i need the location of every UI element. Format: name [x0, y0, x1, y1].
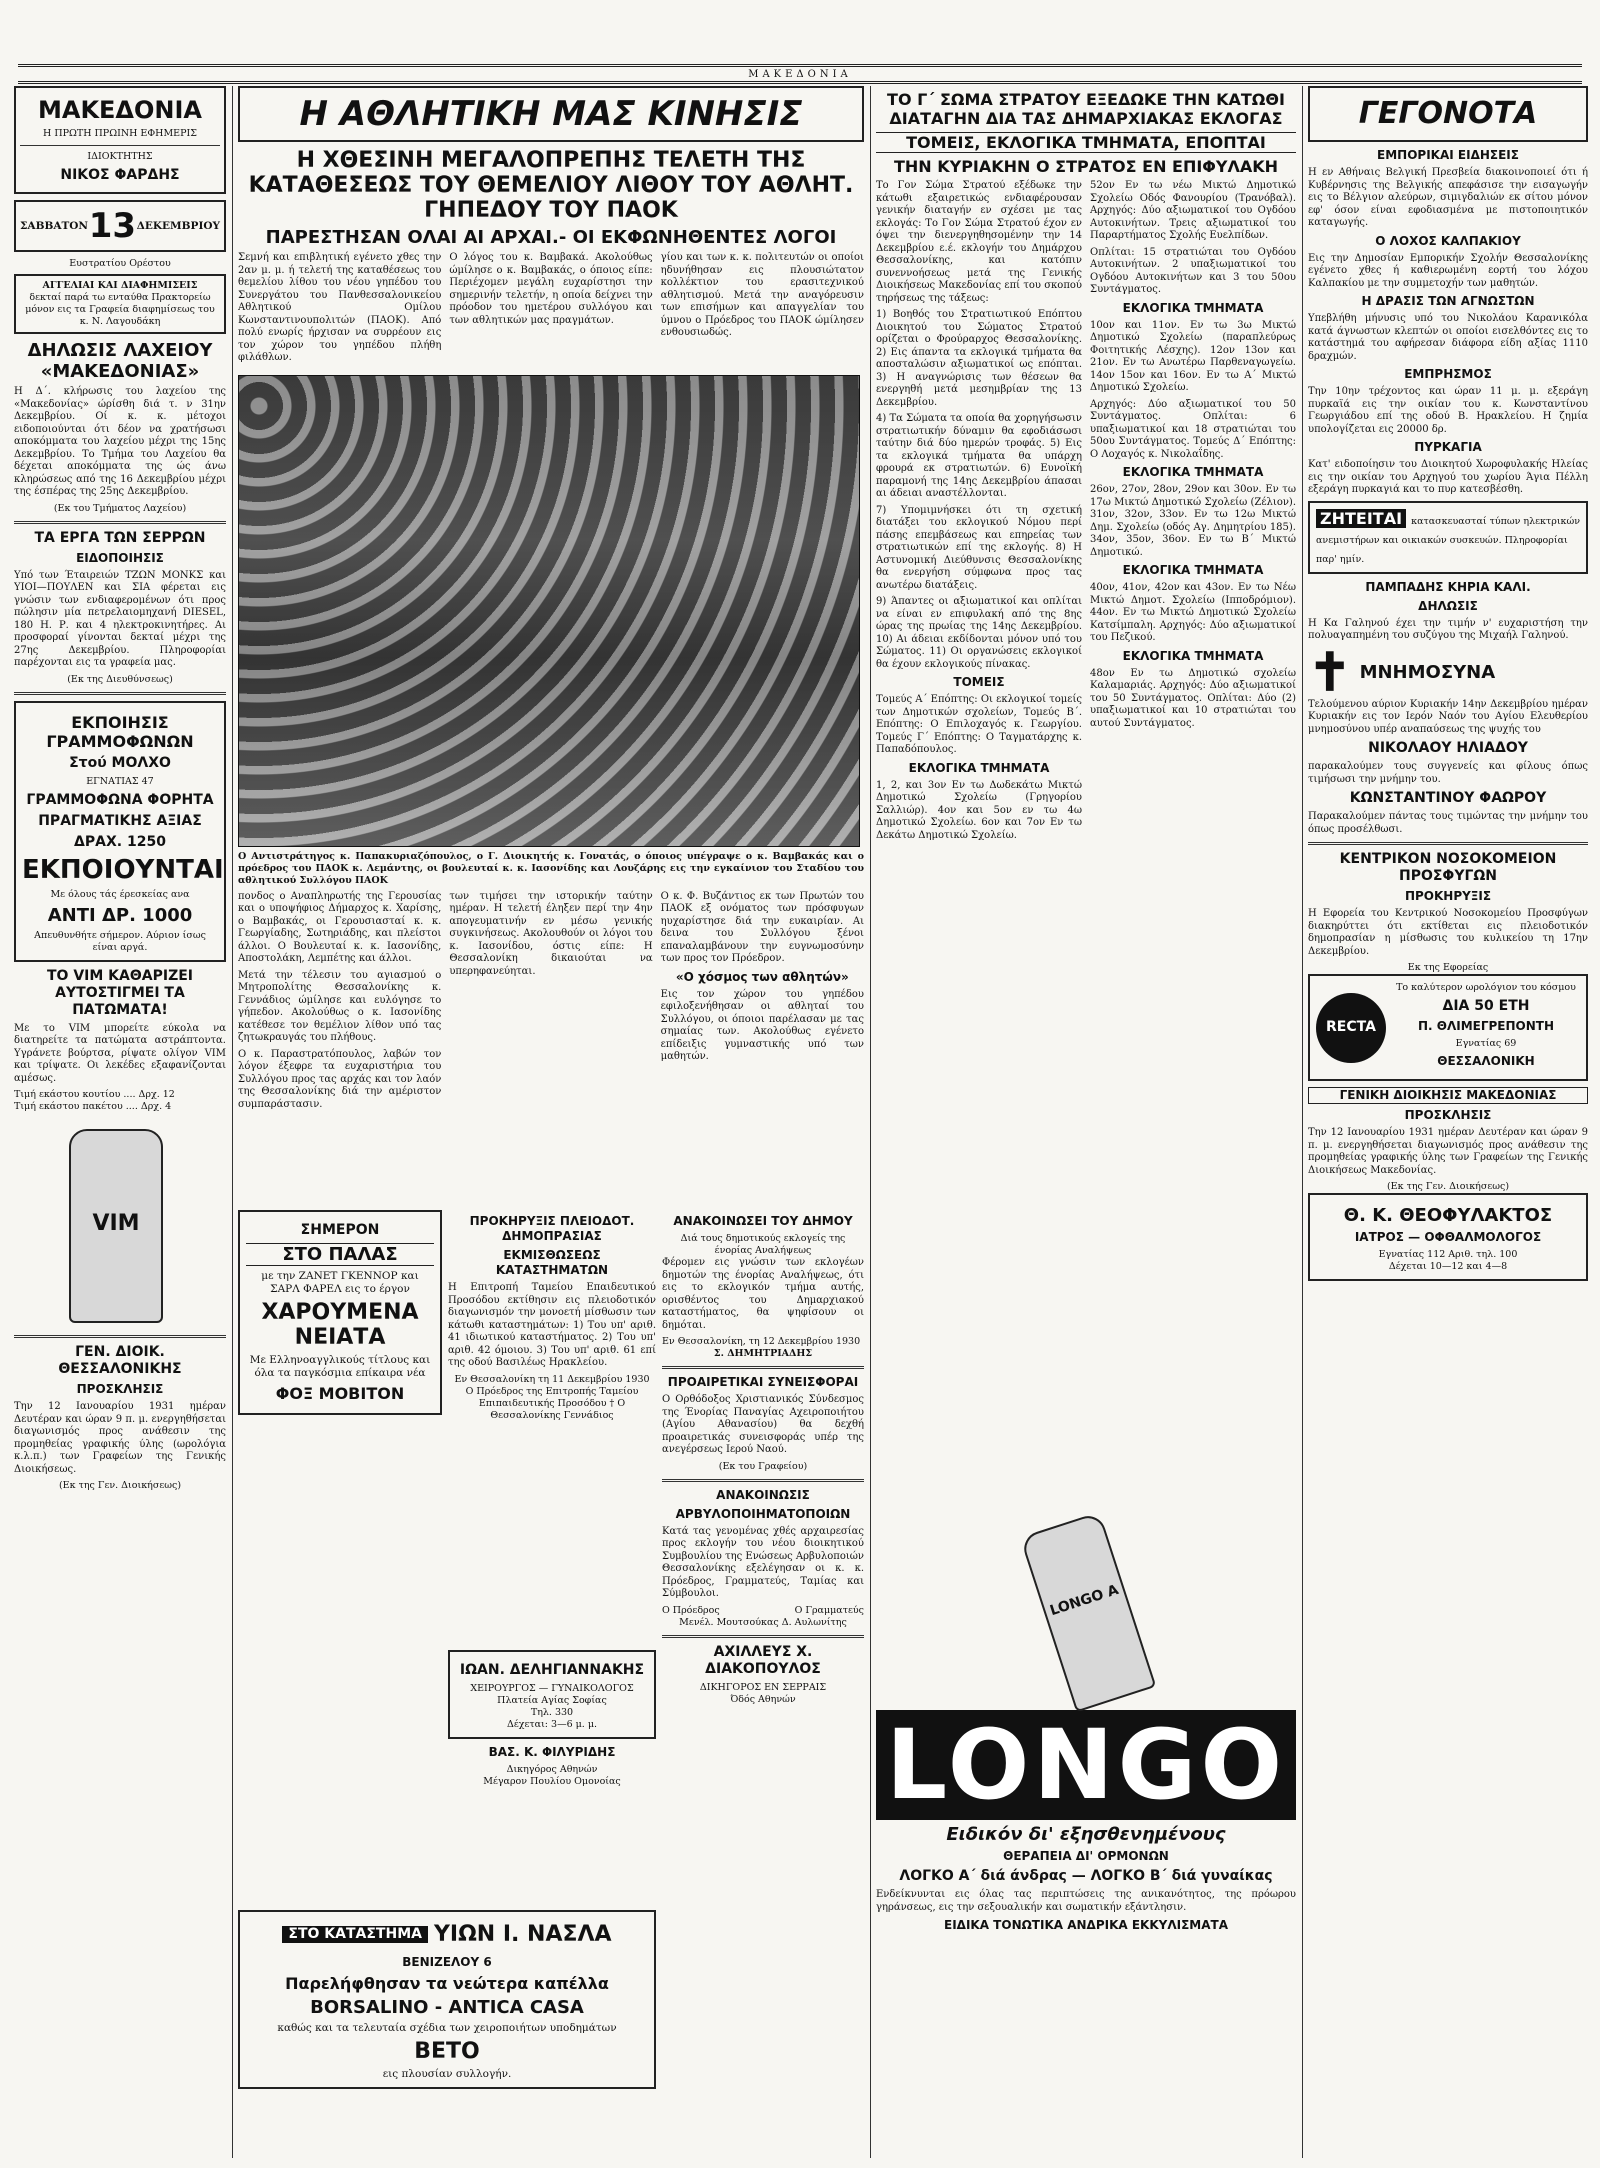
date-number: 13 — [88, 206, 137, 246]
lawyer-name: ΑΧΙΛΛΕΥΣ Χ. ΔΙΑΚΟΠΟΥΛΟΣ — [705, 1643, 821, 1677]
lead-story — [238, 86, 864, 1266]
left-column — [14, 86, 226, 2156]
gen-text: Την 12 Ιανουαρίου 1931 ημέραν Δευτέραν και ώραν 9 π. μ. ενεργηθήσεται διαγωνισμός προς ανάθεσιν της προμηθείας γραφικής ύλης (ωρολόγια κ.λ.π.) των Γραφείων της Γενικής Διοικήσεως. — [14, 1401, 226, 1475]
lead-top-text — [238, 252, 864, 369]
nasla-ad — [238, 1910, 656, 2089]
gen-right-source: (Εκ της Γεν. Διοικήσεως) — [1386, 1181, 1510, 1192]
anak2-sub: ΑΡΒΥΛΟΠΟΙΗΜΑΤΟΠΟΙΩΝ — [675, 1506, 851, 1521]
elections-col-b — [1090, 180, 1296, 846]
elections-paragraph: 40ον, 41ον, 42ον και 43ον. Εν τω Νέω Μικτώ Δημοτ. Σχολείω (Ιπποδρόμιον). 44ον. Εν τω Μικτώ Δημοτικώ Σχολείω Κατσίμπαλη. Αρχηγός: Δύο αξιωματικοί του Πεζικού. — [1090, 582, 1296, 643]
elections-subhead2: ΤΗΝ ΚΥΡΙΑΚΗΝ Ο ΣΤΡΑΤΟΣ ΕΝ ΕΠΙΦΥΛΑΚΗ — [893, 157, 1279, 176]
date-month: ΔΕΚΕΜΒΡΙΟΥ — [136, 219, 220, 232]
lawyer-title: ΔΙΚΗΓΟΡΟΣ ΕΝ ΣΕΡΡΑΙΣ — [699, 1681, 827, 1693]
longo-shop: ΕΙΔΙΚΑ ΤΟΝΩΤΙΚΑ ΑΝΔΡΙΚΑ ΕΚΚΥΛΙΣΜΑΤΑ — [944, 1918, 1228, 1932]
ceremony-photo — [238, 375, 860, 847]
elections-headline: ΤΟ Γ΄ ΣΩΜΑ ΣΤΡΑΤΟΥ ΕΞΕΔΩΚΕ ΤΗΝ ΚΑΤΩΘΙ ΔΙΑΤΑΓΗΝ ΔΙΑ ΤΑΣ ΔΗΜΑΡΧΙΑΚΑΣ ΕΚΛΟΓΑΣ — [887, 90, 1285, 128]
gegonota-box — [1308, 86, 1588, 142]
nosok-source: Εκ της Εφορείας — [1407, 962, 1489, 973]
cross-icon: ✝ — [1308, 641, 1352, 703]
zit-word: ΖΗΤΕΙΤΑΙ — [1316, 509, 1406, 528]
gramophone-price2: ΑΝΤΙ ΔΡ. 1000 — [47, 904, 193, 926]
pros-source: (Εκ του Γραφείου) — [718, 1460, 808, 1472]
director-name: ΝΙΚΟΣ ΦΑΡΔΗΣ — [60, 167, 180, 183]
longo-therapy: ΘΕΡΑΠΕΙΑ ΔΙ' ΟΡΜΟΝΩΝ — [1003, 1849, 1169, 1863]
lead-paragraph: Ο λόγος του κ. Βαμβακά. Ακολούθως ώμίλησε ο κ. Βαμβακάς, ο όποιος είπε: Περιέχομεν μεγάλη ευχαρίστησι την σημερινήν τελετήν, η οποία δείχνει την πρόοδον του ημετέρου συλλόγου και των αθλητικών μας πραγμάτων. — [449, 252, 653, 326]
lead-paragraph: Εις τον χώρον του γηπέδου εφιλοξενήθησαν οι αθληταί του Συλλόγου, οι όποιοι παρέλασαν με τας σημαίας των. Ακολούθως εγένετο επίδειξις γυμναστικής υπό των μαθητών. — [660, 988, 864, 1062]
gen-source: (Εκ της Γεν. Διοικήσεως) — [58, 1480, 182, 1491]
announcements-column — [662, 1210, 864, 2150]
auction-text: Η Επιτροπή Ταμείου Επαιδευτικού Προσόδου εκτίθησιν εις πλειοδοτικόν διαγωνισμόν την μονοετή μίσθωσιν των κάτωθι καταστημάτων: 1) Του υπ' αριθ. 41 ιδιωτικού καταστήματος. 2) Του υπ' αριθ. 42 όμοιου. 3) Του υπ' αριθ. 61 επί της οδού Βασιλέως Ηρακλείου. — [448, 1282, 656, 1368]
cinema-name: ΣΤΟ ΠΑΛΑΣ — [246, 1243, 434, 1266]
lead-paragraph: Ο κ. Παραστρατόπουλος, λαβών τον λόγον έξεφρε τα ευχαριστήρια του Συλλόγου προς τας αρχάς και τον λαόν της Θεσσαλονίκης διά την αμέριστον συμπαράστασιν. — [238, 1048, 442, 1110]
elections-paragraph: 26ον, 27ον, 28ον, 29ον και 30ον. Εν τω 17ω Μικτώ Δημοτικώ Σχολείω (Ζέλιον). 31ον, 32ον, 33ον. Εν τω 12ω Μικτώ Δημ. Σχολείω (οδός Αγ. Δημητρίου 185). 34ον, 35ον, 36ον. Εν τω Β΄ Μικτώ Δημοτικώ. — [1090, 484, 1296, 558]
doctor-title: ΧΕΙΡΟΥΡΓΟΣ — ΓΥΝΑΙΚΟΛΟΓΟΣ — [470, 1683, 634, 1694]
elections-paragraph: 7) Υπομιμνήσκει ότι τη σχετική διατάξει του εκλογικού Νόμου περί πάσης επεμβάσεως και επηρείας των στρατιωτικών επί της εκλογής. 8) Η Αστυνομική Διεύθυνσις Θεσσαλονίκης θα ενεργήση σύμφωνα προς τας ανωτέρω διατάξεις. — [876, 504, 1082, 591]
cinema-film: ΧΑΡΟΥΜΕΝΑ ΝΕΙΑΤΑ — [261, 1300, 419, 1350]
nosok-text: Η Εφορεία του Κεντρικού Νοσοκομείου Προσφύγων διακηρύττει ότι εκτίθεται εις πλειοδοτικόν δημοπρασίαν η μίσθωσις του κυλικείου τη 17ην Δεκεμβρίου. — [1308, 908, 1588, 957]
ad-notice-head: ΑΓΓΕΛΙΑΙ ΚΑΙ ΔΙΑΦΗΜΙΣΕΙΣ — [42, 280, 198, 291]
doctor-address: Πλατεία Αγίας Σοφίας — [497, 1695, 607, 1706]
mnim-text1: Τελούμενου αύριον Κυριακήν 14ην Δεκεμβρίου ημέραν Κυριακήν εις τον Ιερόν Ναόν του Αγίου Ελευθερίου μνημοσύνου υπέρ αναπαύσεως της ψυχής του — [1308, 698, 1588, 735]
lead-subheadline: ΠΑΡΕΣΤΗΣΑΝ ΟΛΑΙ ΑΙ ΑΡΧΑΙ.- ΟΙ ΕΚΦΩΝΗΘΕΝΤΕΣ ΛΟΓΟΙ — [265, 227, 837, 248]
empr-text: Την 10ην τρέχοντος και ώραν 11 μ. μ. εξεράγη πυρκαϊά εις την οικίαν του κ. Κωνσταντίνου Γεωργιάδου επί της οδού Β. Ηρακλείου. Η ζημία υπολογίζεται εις 20000 δρ. — [1308, 386, 1588, 435]
doc-right-title: ΙΑΤΡΟΣ — ΟΦΘΑΛΜΟΛΟΓΟΣ — [1354, 1230, 1542, 1244]
longo-bottle-area — [876, 1510, 1296, 1710]
lawyer2-title: Δικηγόρος Αθηνών — [506, 1764, 598, 1775]
masthead-name: ΜΑΚΕΔΟΝΙΑ — [738, 69, 862, 80]
lawyer2-name: ΒΑΣ. Κ. ΦΙΛΥΡΙΔΗΣ — [488, 1745, 616, 1759]
lawyer-address: Όδός Αθηνών — [730, 1693, 796, 1705]
pros-title: ΠΡΟΑΙΡΕΤΙΚΑΙ ΣΥΝΕΙΣΦΟΡΑΙ — [667, 1375, 859, 1389]
cinema-column — [238, 1210, 442, 1900]
nasla-column — [238, 1910, 656, 2150]
lead-banner-box — [238, 86, 864, 142]
elections-paragraph: 1, 2, και 3ον Εν τω Δωδεκάτω Μικτώ Δημοτικώ Σχολείω (Γρηγορίου Σαλλιώρ). 4ον και 5ον εν τω 4ω Δημοτικώ Σχολείω. 6ον και 7ον Εν τω Δεκάτω Δημοτικώ Σχολείω. — [876, 779, 1082, 841]
doc-right-hours: Δέχεται 10—12 και 4—8 — [1388, 1261, 1508, 1272]
cinema-ad — [238, 1210, 442, 1415]
draseis-head: Η ΔΡΑΣΙΣ ΤΩΝ ΑΓΝΩΣΤΩΝ — [1361, 294, 1535, 308]
gen-right-text: Την 12 Ιανουαρίου 1931 ημέραν Δευτέραν και ώραν 9 π. μ. ενεργηθήσεται διαγωνισμός προς ανάθεσιν της προμηθείας γραφικής ύλης των Γραφείων της Γενικής Διοικήσεως Μακεδονίας. — [1308, 1127, 1588, 1176]
elections-col-a — [876, 180, 1082, 846]
anak2-title: ΑΝΑΚΟΙΝΩΣΙΣ — [716, 1487, 810, 1502]
nasla-line2: καθώς και τα τελευταία σχέδια των χειροποιήτων υποδημάτων — [277, 2022, 617, 2034]
nasla-brand2: ΒΕΤΟ — [414, 2039, 480, 2064]
elections-paragraph: 52ον Εν τω νέω Μικτώ Δημοτικώ Σχολείω Οδός Φανουρίου (Τρανόβαλ). Αρχηγός: Δύο αξιωματικοί του Ογδόου Αυτοκινήτων. Τρεις αξιωματικοί του Παραρτήματος Σχολής Ευελπίδων. — [1090, 180, 1296, 241]
serres-sub: ΕΙΔΟΠΟΙΗΣΙΣ — [76, 550, 164, 565]
auction-title: ΠΡΟΚΗΡΥΞΙΣ ΠΛΕΙΟΔΟΤ. ΔΗΜΟΠΡΑΣΙΑΣ — [469, 1214, 635, 1243]
vim-title: ΤΟ VIM ΚΑΘΑΡΙΖΕΙ ΑΥΤΟΣΤΙΓΜΕΙ ΤΑ ΠΑΤΩΜΑΤΑ! — [47, 967, 193, 1018]
lead-paragraph: πονδος ο Αναπληρωτής της Γερουσίας και ο υποψήφιος Δήμαρχος κ. Χαρίσης, ο Βαμβακάς, οι Γερουσιασταί κ. κ. Γεωργίαδης, Σωτηριάδης, και πλείστοι άλλοι. Ο Βουλευταί κ. κ. Ιασονίδης, Αποστολάκη, Λεμπέτης και άλλοι. — [238, 890, 442, 964]
nameplate-title: ΜΑΚΕΔΟΝΙΑ — [37, 96, 202, 124]
lochos-text: Εις την Δημοσίαν Εμπορικήν Σχολήν Θεσσαλονίκης εγένετο χθες ή καθιερωμένη εορτή του λόχου Καλπακίου με την συμμετοχήν των μαθητών. — [1308, 252, 1588, 289]
lead-paragraph: Ο κ. Φ. Βυζάντιος εκ των Πρωτών του ΠΑΟΚ εξ ονόματος των πρόσφυγων ηυχαρίστησε διά την ευκαιρίαν. Αι δεινα του Συλλόγου ξένοι επαναλαμβάνουν την ευγνωμοσύνην των προς τον Πρόεδρον. — [660, 890, 864, 964]
ekl-head: ΕΚΛΟΓΙΚΑ ΤΜΗΜΑΤΑ — [1122, 300, 1264, 315]
lead-banner: Η ΑΘΛΗΤΙΚΗ ΜΑΣ ΚΙΝΗΣΙΣ — [299, 94, 803, 134]
lead-photo — [238, 375, 864, 845]
draseis-text: Υπεβλήθη μήνυσις υπό του Νικολάου Καρανικόλα κατά άγνωστων κλεπτών οι οποίοι εισελθόντες εις το κατάστημά του αφήρεσαν διάφορα είδη αξίας 1110 δραχμών. — [1308, 313, 1588, 362]
longo-bottle-label: LONGO A — [1047, 1581, 1121, 1620]
serres-text: Υπό των Έταιρειών ΤΖΩΝ ΜΟΝΚΣ και ΥΙΟΙ—ΠΟΥΛΕΝ και ΣΙΑ φέρεται εις γνώσιν των ενδιαφερομένων ότι προς πώλησιν μία πετρελαιομηχανή DIESEL, 180 Η. Ρ. και 4 ηλεκτροκινητήρες. Αι προσφοραί γίνονται δεκταί μέχρι της 27ης Δεκεμβρίου. Πληροφορίαι παρέχονται εις τα γραφεία μας. — [14, 569, 226, 668]
lottery-text: Η Δ΄. κλήρωσις του λαχείου της «Μακεδονίας» ώρίσθη διά τ. ν 31ην Δεκεμβρίου. Οί κ. κ. μέτοχοι ειδοποιούνται ότι δέον να χρατήσωσι αποκόμματα του λαχείου μέχρι της 15ης Δεκεμβρίου. Το Τμήμα του Λαχείου θα δέχεται αποκόμματα της ώς άνω κληρώσεως από της 16 Δεκεμβρίου μέχρι της έσπέρας της 25ης Δεκεμβρίου. — [14, 386, 226, 497]
mnimosyna-head — [1308, 641, 1588, 703]
doctor-hours: Δέχεται: 3—6 μ. μ. — [506, 1719, 598, 1730]
elections-paragraph: 9) Άπαντες οι αξιωματικοί και οπλίται να είναι εν επιφυλακή από της 8ης ώρας της πρωίας της 14ης Δεκεμβρίου. 10) Αι άδειαι εκδίδονται μόνον υπό του Σώματος. 11) Οι οργανώσεις εκλογικοί θα έχουν εκλογικούς πίνακας. — [876, 596, 1082, 670]
dhl-head: ΔΗΛΩΣΙΣ — [1418, 598, 1478, 613]
lead-subhead: «Ο χόσμος των αθλητών» — [675, 969, 849, 984]
photo-caption: Ο Αντιστράτηγος κ. Παπακυριαζόπουλος, ο Γ. Διοικητής κ. Γονατάς, ο όποιος υπέγραψε ο κ. Βαμβακάς και ο πρόεδρος του ΠΑΟΚ κ. Λεμάντης, οι βουλευταί κ. κ. Ιασονίδης και Λουζάρης εις την εγκαίνιον του Σταδίου του αθλητικού Συλλόγου ΠΑΟΚ — [238, 850, 864, 886]
doctor-tel: Τηλ. 330 — [530, 1707, 574, 1718]
ekl-head: ΕΚΛΟΓΙΚΑ ΤΜΗΜΑΤΑ — [1122, 563, 1264, 577]
column-rule — [232, 86, 233, 2158]
pyr-head: ΠΥΡΚΑΓΙΑ — [1414, 440, 1482, 454]
nasla-name: ΥΙΩΝ Ι. ΝΑΣΛΑ — [433, 1922, 612, 1947]
lawyer2-address: Μέγαρον Πουλίου Ομονοίας — [483, 1776, 621, 1787]
anak-title: ΑΝΑΚΟΙΝΩΣΕΙ ΤΟΥ ΔΗΜΟΥ — [673, 1214, 853, 1228]
nosok-sub: ΠΡΟΚΗΡΥΞΙΣ — [1404, 889, 1492, 903]
em-text: Η εν Αθήναις Βελγική Πρεσβεία διακοινοποιεί ότι ή Κυβέρνησις της Βελγικής απεφάσισε την εισαγωγήν εις το Βέλγιον αλεύρων, σιμιγδαλιών εκ σίτου μόνον εφ' όσον είναι εφοδιασμένα με πιστοποιητικόν καταγωγής. — [1308, 167, 1588, 228]
nasla-brand: BORSALINO - ANTICA CASA — [310, 1997, 584, 2018]
lead-paragraph: γίου και των κ. κ. πολιτευτών οι οποίοι ηδυνήθησαν εις πλουσιώτατον κολλέκτιον του ερασιτεχνικού αθλητισμού. Μετά την αναγόρευσιν των επισήμων και απαγγελίαν του ύμνου ο Πρόεδρος του ΠΑΟΚ ώμίλησεν ενθουσιωδώς. — [660, 252, 864, 338]
lochos-head: Ο ΛΟΧΟΣ ΚΑΛΠΑΚΙΟΥ — [1375, 233, 1521, 248]
tomeis-head: ΤΟΜΕΙΣ — [953, 675, 1005, 689]
elections-paragraph: Τομεύς Α΄ Επόπτης: Οι εκλογικοί τομείς των Δημοτικών σχολείων, Τομεύς Β΄. Επόπτης: Ο Επιλοχαγός κ. Γεωργίου. Τομεύς Γ΄ Επόπτης: Ο Ταγματάρχης κ. Παπαδόπουλος. — [876, 694, 1082, 755]
lead-paragraph: Σεμνή και επιβλητική εγένετο χθες την 2αν μ. μ. ή τελετή της καταθέσεως του θεμελίου λίθου του νέου γηπέδου του Συνεργάτου του Πανθεσσαλονικείου Αθλητικού Ομίλου Κωνσταντινουπολιτών (ΠΑΟΚ). Από πολύ ενωρίς ήρχισαν να συρρέουν εις τον χώρον του γηπέδου πλήθη φιλάθλων. — [238, 252, 442, 363]
ad-notice — [14, 274, 226, 334]
vim-price1: Τιμή εκάστου κουτίου .... Δρχ. 12 — [14, 1089, 175, 1100]
cinema-with: με την ΖΑΝΕΤ ΓΚΕΝΝΟΡ και ΣΑΡΛ ΦΑΡΕΛ εις το έργον — [261, 1270, 419, 1295]
pros-text: Ο Ορθόδοξος Χριστιανικός Σύνδεσμος της Ένορίας Παναγίας Αχειροποιήτου (Αγίου Αθανασίου) θα δεχθή προαιρετικάς συνεισφοράς υπέρ της ανεγέρσεως Ιερού Ναού. — [662, 1394, 864, 1455]
recta-address: Εγνατίας 69 — [1455, 1038, 1517, 1049]
anak-text: Φέρομεν εις γνώσιν των εκλογέων δημοτών της ένορίας Αναλήψεως, ότι εις το εκλογικόν τμήμα αυτής, ορισθέντος του Δημαρχιακού καταστήματος, θα ψηφίσουν οι δημόται. — [662, 1257, 864, 1331]
dhl-text: Η Κα Γαληνού έχει την τιμήν ν' ευχαριστήση την πολυαγαπημένη του συζύγου της Μιχαήλ Γαληνού. — [1308, 617, 1588, 641]
elections-paragraph: 1) Βοηθός του Στρατιωτικού Επόπτου Διοικητού του Σώματος Στρατού ορίζεται ο Φρούραρχος Θεσσαλονίκης. 2) Εις άπαντα τα εκλογικά τμήματα θα αποσταλώσιν αξιωματικοί ως επόπται. 3) Η αναγνώρισις των θέσεων θα ενεργηθή μετά μεσημβρίαν της 13 Δεκεμβρίου. — [876, 309, 1082, 408]
vim-price2: Τιμή εκάστου πακέτου .... Δρχ. 4 — [14, 1101, 172, 1112]
cinema-today: ΣΗΜΕΡΟΝ — [300, 1222, 380, 1238]
gramophone-address: ΕΓΝΑΤΙΑΣ 47 — [86, 775, 154, 787]
auction-date: Εν Θεσσαλονίκη τη 11 Δεκεμβρίου 1930 — [454, 1373, 650, 1385]
column-rule — [1302, 86, 1303, 2158]
anak2-sign2: Ο Γραμματεύς — [794, 1604, 864, 1616]
nasla-pre: ΣΤΟ ΚΑΤΑΣΤΗΜΑ — [282, 1926, 428, 1943]
vim-can-icon — [69, 1129, 163, 1323]
anak2-names: Μενέλ. Μουτσούκας Δ. Αυλωνίτης — [679, 1616, 847, 1628]
elections-story — [876, 86, 1296, 1506]
lottery-title: ΔΗΛΩΣΙΣ ΛΑΧΕΙΟΥ «ΜΑΚΕΔΟΝΙΑΣ» — [27, 340, 213, 382]
elections-subhead: ΤΟΜΕΙΣ, ΕΚΛΟΓΙΚΑ ΤΜΗΜΑΤΑ, ΕΠΟΠΤΑΙ — [876, 132, 1296, 153]
gen-title: ΓΕΝ. ΔΙΟΙΚ. ΘΕΣΣΑΛΟΝΙΚΗΣ — [58, 1344, 182, 1377]
recta-text: Το καλύτερον ωρολόγιον του κόσμου — [1396, 982, 1576, 993]
zit-name: ΠΑΜΠΑΔΗΣ ΚΗΡΙΑ ΚΑΛΙ. — [1365, 579, 1531, 594]
right-column — [1308, 86, 1588, 2150]
elections-paragraph: 10ον και 11ον. Εν τω 3ω Μικτώ Δημοτικώ Σχολείω (παραπλεύρως Φοιτητικής Λέσχης). 12ον 13ον και 21ον. Εν τω Ανωτέρω Παρθεναγωγείω. 14ον 15ον και 16ον. Εν τω Α΄ Μικτώ Δημοτικώ Σχολείω. — [1090, 319, 1296, 393]
lawyer2-ad — [448, 1745, 656, 1788]
elections-paragraph: Αρχηγός: Δύο αξιωματικοί του 50 Συντάγματος. Οπλίται: 6 υπαξιωματικοί και 18 στρατιώται του 50ου Συντάγματος. Τομεύς Δ΄ Επόπτης: Ο Λοχαγός κ. Νικολαΐδης. — [1090, 398, 1296, 460]
gen-right-title: ΓΕΝΙΚΗ ΔΙΟΙΚΗΣΙΣ ΜΑΚΕΔΟΝΙΑΣ — [1308, 1087, 1588, 1104]
lottery-source: (Εκ του Τμήματος Λαχείου) — [53, 502, 187, 514]
gramophone-price: ΔΡΑΧ. 1250 — [74, 833, 166, 850]
recta-city: ΘΕΣΣΑΛΟΝΙΚΗ — [1437, 1054, 1535, 1068]
anak2-sign1: Ο Πρόεδρος — [662, 1604, 720, 1616]
gegonota-title: ΓΕΓΟΝΟΤΑ — [1358, 96, 1538, 131]
zit-text: κατασκευασταί τύπων ηλεκτρικών ανεμιστήρων και οικιακών συσκευών. Πληροφορίαι παρ' ημίν. — [1316, 515, 1581, 565]
empr-head: ΕΜΠΡΗΣΜΟΣ — [1404, 367, 1492, 381]
cinema-tail: ΦΟΞ ΜΟΒΙΤΟΝ — [275, 1384, 405, 1403]
elections-paragraph: Οπλίται: 15 στρατιώται του Ογδόου Αυτοκινήτων. 2 υπαξιωματικοί του Ογδόου Αυτοκινήτων και 3 του 50ου Συντάγματος. — [1090, 246, 1296, 295]
recta-guarantee: ΔΙΑ 50 ΕΤΗ — [1442, 998, 1530, 1014]
doctor-column — [448, 1650, 656, 1870]
anak-sub: Διά τους δημοτικούς εκλογείς της ένορίας Αναλήψεως — [680, 1233, 846, 1256]
director-label: ΙΔΙΟΚΤΗΤΗΣ — [87, 151, 153, 162]
vim-illustration — [14, 1119, 226, 1329]
ekl-head: ΕΚΛΟΓΙΚΑ ΤΜΗΜΑΤΑ — [1122, 648, 1264, 663]
longo-text: Ενδείκνυνται εις όλας τας περιπτώσεις της ανικανότητος, της πρόωρου γηράνσεως, εις την σεξουαλικήν και σωματικήν εξάντλησιν. — [876, 1889, 1296, 1913]
lead-paragraph: των τιμήσει την ιστορικήν ταύτην ημέραν. Η τελετή έληξεν περί την 4ην απογευματινήν εν μέσω γενικής συγκινήσεως. Ακολουθούν οι λόγοι του κ. Ιασονίδου, όστις είπε: Η Θεσσαλονίκη δικαιούται να υπερηφανεύηται. — [449, 890, 653, 977]
longo-ab: ΛΟΓΚΟ Α΄ διά άνδρας — ΛΟΓΚΟ Β΄ διά γυναίκας — [899, 1868, 1273, 1884]
lead-headline: Η ΧΘΕΣΙΝΗ ΜΕΓΑΛΟΠΡΕΠΗΣ ΤΕΛΕΤΗ ΤΗΣ ΚΑΤΑΘΕΣΕΩΣ ΤΟΥ ΘΕΜΕΛΙΟΥ ΛΙΘΟΥ ΤΟΥ ΑΘΛΗΤ. ΓΗΠΕΔΟΥ ΤΟΥ ΠΑΟΚ — [248, 148, 854, 223]
gramophone-line4: Απευθυνθήτε σήμερον. Αύριον ίσως είναι αργά. — [34, 929, 206, 953]
date-day: ΣΑΒΒΑΤΟΝ — [20, 219, 89, 232]
mnim-text2: παρακαλούμεν τους συγγενείς και φίλους όπως τιμήσωσι την μνήμην του. — [1308, 761, 1588, 785]
nasla-address: ΒΕΝΙΖΕΛΟΥ 6 — [402, 1955, 492, 1969]
anak-date: Εν Θεσσαλονίκη, τη 12 Δεκεμβρίου 1930 — [662, 1336, 861, 1347]
doctor-name: ΙΩΑΝ. ΔΕΛΗΓΙΑΝΝΑΚΗΣ — [459, 1662, 645, 1678]
ekl-head: ΕΚΛΟΓΙΚΑ ΤΜΗΜΑΤΑ — [908, 760, 1050, 775]
serres-title: ΤΑ ΕΡΓΑ ΤΩΝ ΣΕΡΡΩΝ — [34, 529, 206, 546]
masthead-rule — [18, 64, 1582, 84]
nosok-title: ΚΕΝΤΡΙΚΟΝ ΝΟΣΟΚΟΜΕΙΟΝ ΠΡΟΣΦΥΓΩΝ — [1339, 851, 1557, 884]
saint-of-day: Ευστρατίου Ορέστου — [69, 258, 171, 269]
pyr-text: Κατ' ειδοποίησιν του Διοικητού Χωροφυλακής Ηλείας εις την οικίαν του Αρχηγού του χωρίου Άγια Πέλλη εξεράγη πυρκαγιά και το πυρ κατεσβέσθη. — [1308, 459, 1588, 495]
anak2-text: Κατά τας γενομένας χθές αρχαιρεσίας προς εκλογήν του νέου διοικητικού Συμβουλίου της Ενώσεως Αρβυλοποιών Θεσσαλονίκης εξελέγησαν οι κ. κ. Πρόεδρος, Γραμματεύς, Ταμίας και Σύμβουλοι. — [662, 1525, 864, 1599]
elections-paragraph: 4) Τα Σώματα τα οποία θα χορηγήσωσιν στρατιωτικήν δύναμιν θα εφοδιάσωσι ταύτην διά δύο ημερών τροφάς. 5) Εις τα εκλογικά τμήματα θα υπάρχη φρουρά εκ στρατιωτών. 6) Ευνοϊκή παραμονή της 14ης Δεκεμβρίου άπασαι αι άδειαι αναστέλλονται. — [876, 413, 1082, 499]
anak-sign: Σ. ΔΗΜΗΤΡΙΑΔΗΣ — [713, 1348, 813, 1359]
gen-right-sub: ΠΡΟΣΚΛΗΣΙΣ — [1404, 1108, 1492, 1122]
doc-right-ad — [1308, 1193, 1588, 1281]
gramophone-ad — [14, 701, 226, 962]
mnim-title: ΜΝΗΜΟΣΥΝΑ — [1359, 662, 1496, 683]
gen-sub: ΠΡΟΣΚΛΗΣΙΣ — [76, 1382, 164, 1396]
gramophone-big: ΕΚΠΟΙΟΥΝΤΑΙ — [22, 854, 224, 885]
auction-sub: ΕΚΜΙΣΘΩΣΕΩΣ ΚΑΤΑΣΤΗΜΑΤΩΝ — [495, 1248, 609, 1277]
lead-paragraph: Μετά την τέλεσιν του αγιασμού ο Μητροπολίτης Θεσσαλονίκης κ. Γεννάδιος ώμίλησε και ευλόγησε το γήπεδον. Ακολούθως ο κ. Ιασονίδης κατέθεσε τον θεμέλιον λίθον υπό τας ζητωκραυγάς του πλήθους. — [238, 969, 442, 1043]
recta-brand: RECTA — [1326, 1019, 1376, 1035]
doc-right-name: Θ. Κ. ΘΕΟΦΥΛΑΚΤΟΣ — [1343, 1205, 1553, 1226]
em-head: ΕΜΠΟΡΙΚΑΙ ΕΙΔΗΣΕΙΣ — [1377, 148, 1519, 162]
gramophone-line2: ΠΡΑΓΜΑΤΙΚΗΣ ΑΞΙΑΣ — [38, 812, 202, 829]
nasla-line: Παρελήφθησαν τα νεώτερα καπέλλα — [285, 1974, 609, 1993]
recta-seller: Π. ΘΛΙΜΕΓΡΕΠΟΝΤΗ — [1417, 1019, 1555, 1033]
longo-bottle-icon — [1020, 1512, 1157, 1713]
cinema-desc: Με Ελληνοαγγλικούς τίτλους και όλα τα παγκόσμια επίκαιρα νέα — [249, 1354, 431, 1379]
elections-paragraph: 48ον Εν τω Δημοτικώ σχολείω Καλαμαριάς. Αρχηγός: Δύο αξιωματικοί του 50 Συντάγματος. Οπλίται: Δύο (2) υπαξιωματικοί και 10 στρατιώται του αυτού Συντάγματος. — [1090, 667, 1296, 729]
lead-bottom-text — [238, 891, 864, 1116]
nameplate — [14, 86, 226, 194]
longo-brand: LONGO — [876, 1710, 1296, 1820]
nameplate-subtitle: Η ΠΡΩΤΗ ΠΡΩΙΝΗ ΕΦΗΜΕΡΙΣ — [43, 128, 197, 139]
doc-right-address: Εγνατίας 112 Αριθ. τηλ. 100 — [1378, 1249, 1518, 1260]
nasla-tail: εις πλουσίαν συλλογήν. — [382, 2068, 512, 2080]
gramophone-line1: ΓΡΑΜΜΟΦΩΝΑ ΦΟΡΗΤΑ — [26, 791, 214, 808]
vim-label: VIM — [92, 1211, 140, 1236]
longo-ad — [876, 1510, 1296, 2150]
auction-column — [448, 1210, 656, 1650]
elections-paragraph: Το Γον Σώμα Στρατού εξέδωκε την κάτωθι εξαιρετικώς ενδιαφέρουσαν γενικήν διαταγήν εν σχέσει με τας εκλογάς: Το Γον Σώμα Στρατού έχον εν όψει την διενεργηθησομένην την 14 Δεκεμβρίου ε.έ. εκλογήν του Δημάρχου Θεσσαλονίκης, και κατόπιν συνεννοήσεως μετά της Γενικής Διοικήσεως Μακεδονίας επί του σκοπού τηρήσεως της τάξεως: — [876, 180, 1082, 304]
vim-text: Με το VIM μπορείτε εύκολα να διατηρείτε τα πατώματα αστράπτοντα. Υγράνετε βούρτσα, ρίψατε ολίγον VIM και τρίψατε. Οι λεκέδες εξαφανίζονται αμέσως. — [14, 1022, 226, 1084]
zit-ad — [1308, 501, 1588, 574]
doctor-ad — [448, 1650, 656, 1739]
mnim-name1: ΝΙΚΟΛΑΟΥ ΗΛΙΑΔΟΥ — [1368, 740, 1528, 756]
mnim-name2: ΚΩΝΣΤΑΝΤΙΝΟΥ ΦΑΩΡΟΥ — [1349, 790, 1547, 806]
mnim-text3: Παρακαλούμεν πάντας τους τιμώντας την μνήμην του όπως προσέλθωσι. — [1308, 811, 1588, 835]
gramophone-title: ΕΚΠΟΙΗΣΙΣ ΓΡΑΜΜΟΦΩΝΩΝ — [46, 712, 194, 751]
auction-sign: Ο Πρόεδρος της Επιτροπής Ταμείου Επιπαιδευτικής Προσόδου † Ο Θεσσαλονίκης Γεννάδιος — [465, 1385, 639, 1421]
ad-notice-text: δεκταί παρά τω ενταύθα Πρακτορείω μόνον εις τα Γραφεία διαφημίσεως του κ. Ν. Λαγουδάκη — [25, 292, 215, 327]
date-box — [14, 200, 226, 252]
gramophone-place: Στού ΜΟΛΧΟ — [69, 754, 171, 771]
ekl-head: ΕΚΛΟΓΙΚΑ ΤΜΗΜΑΤΑ — [1122, 465, 1264, 479]
column-rule — [870, 86, 871, 2158]
recta-ad — [1308, 974, 1588, 1081]
recta-logo-icon — [1316, 993, 1386, 1063]
serres-source: (Εκ της Διευθύνσεως) — [67, 673, 173, 685]
longo-sub: Ειδικόν δι' εξησθενημένους — [946, 1824, 1226, 1845]
gramophone-line3: Με όλους τάς έρεσκείας ανα — [50, 888, 190, 900]
